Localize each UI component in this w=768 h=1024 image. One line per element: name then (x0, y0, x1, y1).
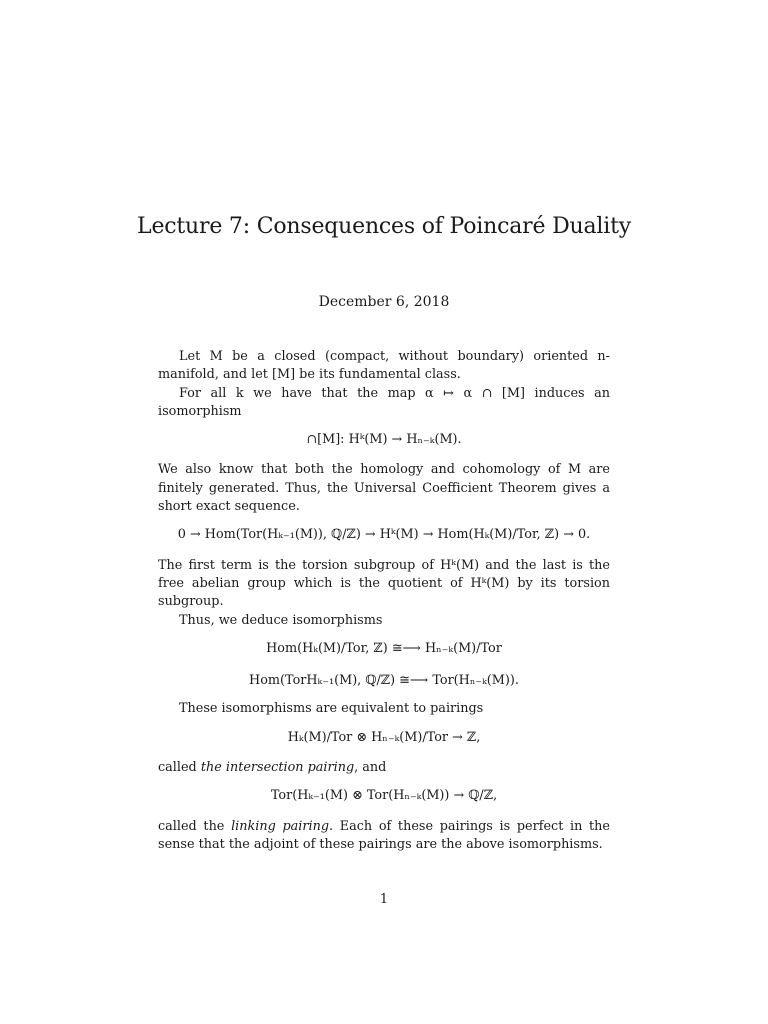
document-body (158, 348, 610, 854)
equation-linking-pairing: Tor(Hₖ₋₁(M) ⊗ Tor(Hₙ₋ₖ(M)) → ℚ/ℤ, (270, 788, 498, 804)
equation-cap-product: ∩[M]: Hᵏ(M) → Hₙ₋ₖ(M). (306, 432, 462, 448)
paragraph-7 (158, 759, 610, 777)
document-date: December 6, 2018 (318, 294, 450, 310)
paragraph-8-suffix: . Each of these pairings is perfect in the sense that the adjoint of these pairings are the above isomorphisms. (158, 818, 610, 852)
paragraph-6: These isomorphisms are equivalent to pairings (179, 701, 484, 717)
equation-uct-sequence: 0 → Hom(Tor(Hₖ₋₁(M)), ℚ/ℤ) → Hᵏ(M) → Hom(Hₖ(M)/Tor, ℤ) → 0. (177, 527, 591, 543)
equation-iso-torsion: Hom(TorHₖ₋₁(M), ℚ/ℤ) ≅⟶ Tor(Hₙ₋ₖ(M)). (249, 673, 519, 689)
paragraph-7-suffix: , and (354, 760, 387, 776)
paragraph-2: For all k we have that the map α ↦ α ∩ [M] induces an isomorphism (158, 385, 610, 419)
term-linking-pairing: linking pairing (231, 818, 330, 834)
paragraph-4: The first term is the torsion subgroup of Hᵏ(M) and the last is the free abelian group which is the quotient of Hᵏ(M) by its torsion subgroup. (158, 557, 610, 610)
equation-iso-free: Hom(Hₖ(M)/Tor, ℤ) ≅⟶ Hₙ₋ₖ(M)/Tor (266, 640, 502, 656)
term-intersection-pairing: the intersection pairing (200, 760, 355, 776)
paragraph-5: Thus, we deduce isomorphisms (179, 612, 383, 628)
paragraph-7-prefix: called (158, 760, 201, 776)
paragraph-1-line-2: and let [M] be its fundamental class. (222, 367, 461, 383)
paragraph-3: We also know that both the homology and cohomology of M are finitely generated. Thus, the Universal Coefficient Theorem gives a short exact sequence. (158, 462, 610, 515)
page-number: 1 (379, 892, 389, 907)
equation-intersection-pairing: Hₖ(M)/Tor ⊗ Hₙ₋ₖ(M)/Tor → ℤ, (287, 729, 481, 745)
paragraph-8-prefix: called the (158, 818, 232, 834)
paragraph-1-line-1: Let M be a closed (compact, without boundary) oriented n-manifold, (158, 349, 610, 383)
paragraph-8 (158, 818, 610, 855)
paragraph-1 (158, 348, 610, 385)
page-title: Lecture 7: Consequences of Poincaré Duality (137, 214, 631, 239)
